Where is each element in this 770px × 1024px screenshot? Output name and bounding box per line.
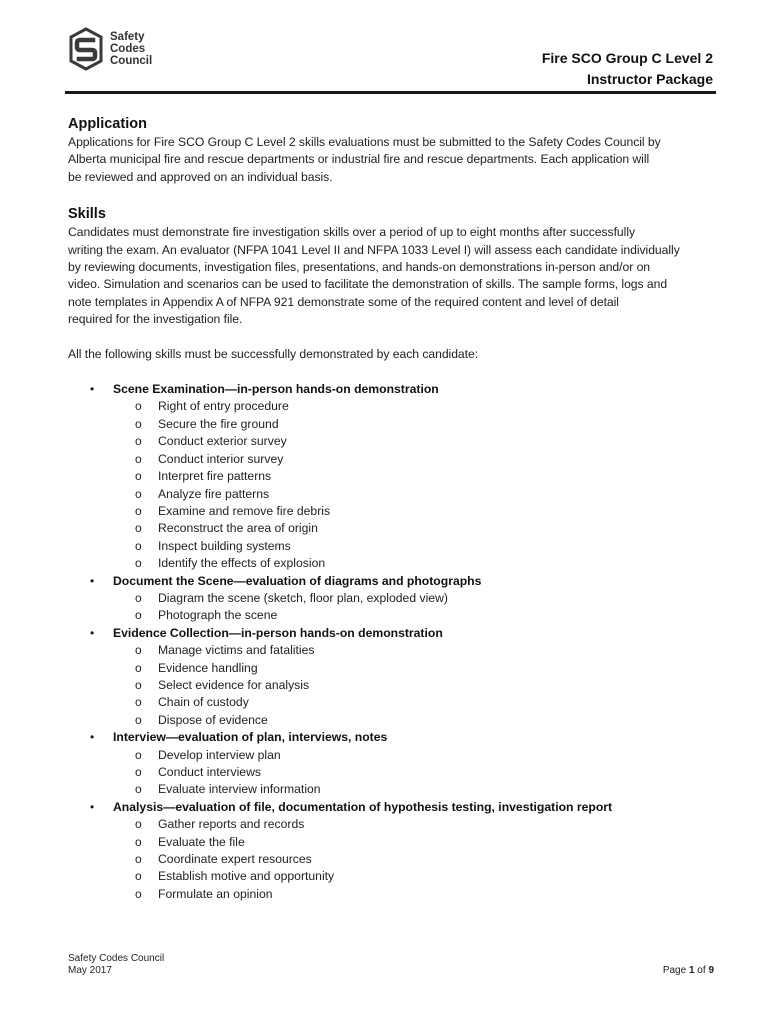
skill-sublist [113, 816, 708, 903]
circle-bullet-icon: o [135, 765, 142, 779]
paragraph-line: required for the investigation file. [68, 312, 243, 327]
circle-bullet-icon: o [135, 608, 142, 623]
skill-item-text: Chain of custody [158, 695, 249, 710]
skill-item-text: Diagram the scene (sketch, floor plan, exploded view) [158, 590, 448, 605]
skill-sublist [113, 747, 708, 799]
skill-item-text: Formulate an opinion [158, 886, 273, 901]
circle-bullet-icon: o [135, 677, 142, 692]
bullet-icon: • [90, 799, 95, 814]
skill-item-text: Examine and remove fire debris [158, 503, 331, 518]
paragraph-line: Candidates must demonstrate fire investigation skills over a period of up to eight months after successfully [68, 225, 636, 240]
document-title-line2: Instructor Package [586, 71, 713, 87]
page-prefix: Page [662, 965, 689, 976]
page-current: 1 [688, 965, 695, 976]
circle-bullet-icon: o [135, 852, 142, 867]
skill-item-text: Evaluate the file [158, 834, 245, 849]
circle-bullet-icon: o [135, 556, 142, 571]
skill-item-text: Establish motive and opportunity [158, 869, 335, 884]
skill-item [113, 781, 708, 798]
paragraph-line: by reviewing documents, investigation files, presentations, and hands-on demonstrations in-person and/or on [68, 260, 651, 275]
paragraph-line: Alberta municipal fire and rescue departments or industrial fire and rescue departments. Each application will [68, 152, 650, 167]
paragraph-line: writing the exam. An evaluator (NFPA 1041 Level II and NFPA 1033 Level I) will assess each candidate individually [68, 242, 680, 257]
skill-item [113, 642, 708, 659]
paragraph-line: Applications for Fire SCO Group C Level 2 skills evaluations must be submitted to the Safety Codes Council by [68, 135, 661, 149]
skill-item [113, 712, 708, 729]
logo-line: Codes [110, 43, 146, 55]
header-divider [65, 91, 716, 94]
circle-bullet-icon: o [135, 521, 142, 536]
skill-item [113, 520, 708, 537]
skill-item-text: Dispose of evidence [158, 712, 268, 727]
circle-bullet-icon: o [135, 590, 142, 605]
skill-item [113, 764, 708, 781]
council-logo-icon [68, 27, 104, 71]
circle-bullet-icon: o [135, 451, 142, 466]
skill-item [113, 416, 708, 433]
circle-bullet-icon: o [135, 834, 142, 849]
skill-item [113, 834, 708, 851]
logo-line: Safety [110, 31, 145, 43]
circle-bullet-icon: o [135, 503, 142, 518]
bullet-icon: • [90, 625, 95, 640]
logo-line: Council [110, 55, 153, 67]
circle-bullet-icon: o [135, 486, 142, 501]
skill-item [113, 503, 708, 520]
page-number [663, 965, 714, 977]
circle-bullet-icon: o [135, 869, 142, 884]
circle-bullet-icon: o [135, 712, 142, 727]
circle-bullet-icon: o [135, 434, 142, 449]
skill-sublist [113, 398, 708, 572]
skill-item-text: Conduct interviews [158, 765, 261, 779]
skill-item [113, 868, 708, 885]
skill-item-text: Interpret fire patterns [158, 469, 272, 484]
skill-item-text: Reconstruct the area of origin [158, 521, 318, 536]
skill-group-title: Evidence Collection—in-person hands-on demonstration [113, 625, 443, 640]
circle-bullet-icon: o [135, 469, 142, 484]
document-title [542, 48, 713, 90]
paragraph-line: video. Simulation and scenarios can be used to facilitate the demonstration of skills. The sample forms, logs and [68, 277, 668, 292]
skill-item-text: Identify the effects of explosion [158, 556, 326, 571]
skill-item [113, 851, 708, 868]
skill-item [113, 660, 708, 677]
logo-wordmark [110, 31, 152, 67]
footer-org: Safety Codes Council [68, 953, 165, 964]
skill-group-title: Analysis—evaluation of file, documentation of hypothesis testing, investigation report [113, 799, 613, 814]
skill-item [113, 694, 708, 711]
skill-item [113, 398, 708, 415]
skills-paragraph [68, 224, 708, 328]
safety-codes-council-logo [68, 26, 168, 72]
skill-item-text: Evaluate interview information [158, 782, 321, 797]
circle-bullet-icon: o [135, 399, 142, 414]
application-paragraph [68, 134, 708, 186]
skill-sublist [113, 590, 708, 625]
skill-item-text: Gather reports and records [158, 817, 305, 832]
circle-bullet-icon: o [135, 538, 142, 553]
skill-item-text: Secure the fire ground [158, 416, 279, 431]
bullet-icon: • [90, 382, 95, 397]
skill-item [113, 538, 708, 555]
skill-item [113, 677, 708, 694]
paragraph-line: be reviewed and approved on an individual basis. [68, 169, 333, 184]
circle-bullet-icon: o [135, 643, 142, 658]
skill-group [68, 625, 708, 729]
skill-item [113, 886, 708, 903]
circle-bullet-icon: o [135, 817, 142, 832]
document-title-line1: Fire SCO Group C Level 2 [541, 50, 713, 66]
bullet-icon: • [90, 730, 95, 745]
skill-item [113, 607, 708, 624]
skill-item [113, 590, 708, 607]
skill-sublist [113, 642, 708, 729]
skill-item [113, 451, 708, 468]
skill-item-text: Manage victims and fatalities [158, 643, 315, 658]
application-heading: Application [68, 116, 147, 132]
skill-group-title: Interview—evaluation of plan, interviews, notes [113, 730, 388, 745]
skills-list [68, 381, 708, 903]
skill-item-text: Conduct interior survey [158, 451, 284, 466]
skill-item-text: Develop interview plan [158, 747, 281, 762]
skill-item [113, 468, 708, 485]
skill-item-text: Photograph the scene [158, 608, 278, 623]
bullet-icon: • [90, 573, 95, 588]
circle-bullet-icon: o [135, 782, 142, 797]
footer-date: May 2017 [68, 965, 112, 976]
skill-item-text: Conduct exterior survey [158, 434, 287, 449]
skill-group [68, 799, 708, 903]
skill-group [68, 573, 708, 625]
page-of: of [694, 965, 709, 976]
skill-item-text: Right of entry procedure [158, 399, 289, 414]
skill-item-text: Select evidence for analysis [158, 677, 310, 692]
skill-item-text: Evidence handling [158, 660, 258, 675]
page-body [68, 114, 708, 903]
circle-bullet-icon: o [135, 747, 142, 762]
footer-org-block [68, 953, 164, 977]
skill-item [113, 747, 708, 764]
skill-group-title: Scene Examination—in-person hands-on demonstration [113, 382, 439, 397]
circle-bullet-icon: o [135, 695, 142, 710]
skill-item-text: Inspect building systems [158, 538, 291, 553]
skill-item [113, 816, 708, 833]
skill-item-text: Analyze fire patterns [158, 486, 270, 501]
skill-item [113, 555, 708, 572]
skills-intro: All the following skills must be successfully demonstrated by each candidate: [68, 346, 479, 361]
circle-bullet-icon: o [135, 886, 142, 901]
page-total: 9 [708, 965, 714, 976]
skills-heading: Skills [68, 206, 106, 223]
skill-group [68, 381, 708, 572]
skill-group [68, 729, 708, 799]
skill-group-title: Document the Scene—evaluation of diagrams and photographs [113, 573, 482, 588]
paragraph-line: note templates in Appendix A of NFPA 921 demonstrate some of the required content and level of detail [68, 294, 619, 309]
skill-item [113, 486, 708, 503]
circle-bullet-icon: o [135, 416, 142, 431]
skill-item [113, 433, 708, 450]
skill-item-text: Coordinate expert resources [158, 852, 312, 867]
circle-bullet-icon: o [135, 660, 142, 675]
